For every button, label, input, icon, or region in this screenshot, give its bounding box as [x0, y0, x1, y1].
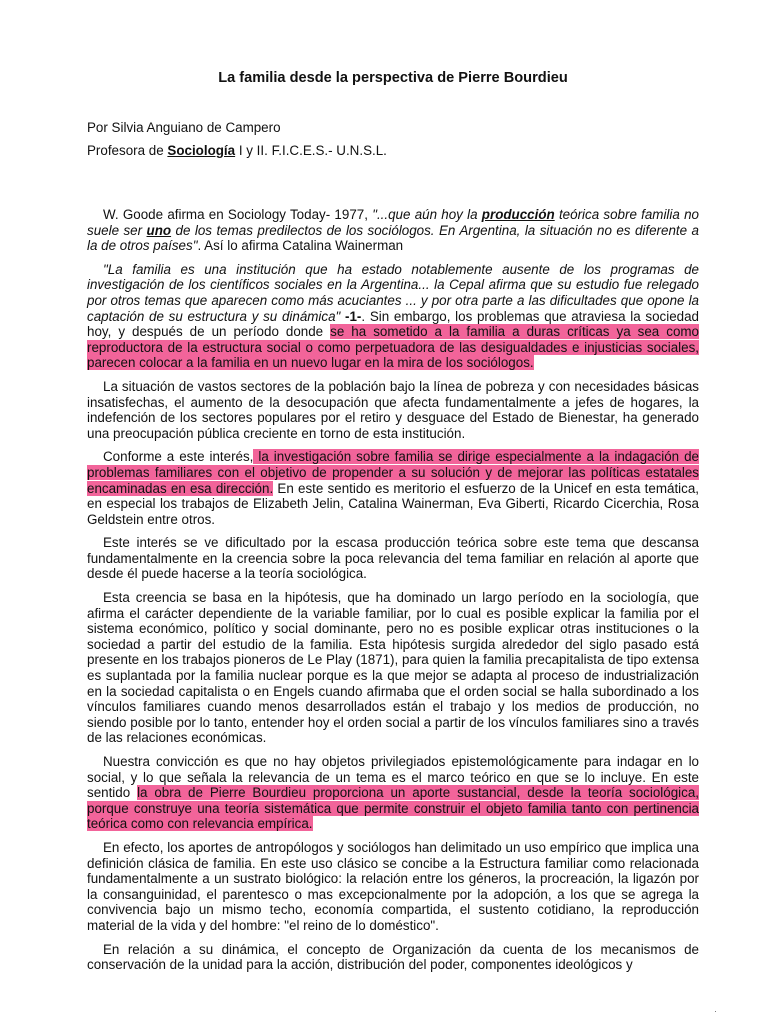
- highlight-2: la investigación sobre familia se dirige especialmente a la indagación de problemas familiares con el objetivo de propender a su solución y de mejorar las políticas estatales encaminadas en esa dirección.: [87, 449, 699, 496]
- author-line: Por Silvia Anguiano de Campero: [87, 120, 281, 135]
- paragraph-5: Este interés se ve dificultado por la escasa producción teórica sobre este tema que descansa fundamentalmente en la creencia sobre la poca relevancia del tema familiar en relación al aporte que desde él puede hacerse a la teoría sociológica.: [87, 535, 699, 582]
- paragraph-1: W. Goode afirma en Sociology Today- 1977, "...que aún hoy la producción teórica sobre familia no suele ser uno de los temas predilectos de los sociólogos. En Argentina, la situación no es diferente a la de otros países". Así lo afirma Catalina Wainerman: [87, 207, 699, 254]
- paragraph-8: En efecto, los aportes de antropólogos y sociólogos han delimitado un uso empírico que implica una definición clásica de familia. En este uso clásico se concibe a la Estructura familiar como relacionada fundamentalmente a un sustrato biológico: la relación entre los géneros, la procreación, la ligazón por la consanguinidad, el parentesco o mas excepcionalmente por la adopción, a los que se agrega la convivencia bajo un mismo techo, economía compartida, el sustento cotidiano, la reproducción material de la vida y del hombre: "el reino de lo doméstico".: [87, 839, 699, 933]
- paragraph-4: Conforme a este interés, la investigación sobre familia se dirige especialmente a la indagación de problemas familiares con el objetivo de propender a su solución y de mejorar las políticas estatales encaminadas en esa dirección. En este sentido es meritorio el esfuerzo de la Unicef en esta temática, en especial los trabajos de Elizabeth Jelin, Catalina Wainerman, Eva Giberti, Ricardo Cicerchia, Rosa Geldstein entre otros.: [87, 449, 699, 527]
- paragraph-3: La situación de vastos sectores de la población bajo la línea de pobreza y con necesidades básicas insatisfechas, el aumento de la desocupación que afecta fundamentalmente a jefes de hogares, la indefención de los sectores populares por el retiro y desguace del Estado de Bienestar, ha generado una preocupación pública creciente en torno de esta institución.: [87, 378, 699, 441]
- footnote-ref: -1-: [340, 308, 362, 324]
- paragraph-2: "La familia es una institución que ha estado notablemente ausente de los programas de investigación de los científicos sociales en la Argentina... la Cepal afirma que su estudio fue relegado por otros temas que aparecen como más acuciantes ... y por otra parte a las dificultades que opone la captación de su estructura y su dinámica" -1-. Sin embargo, los problemas que atraviesa la sociedad hoy, y después de un período donde se ha sometido a la familia a duras críticas ya sea como reproductora de la estructura social o como perpetuadora de las desigualdades e injusticias sociales, parecen colocar a la familia en un nuevo lugar en la mira de los sociólogos.: [87, 261, 700, 371]
- document-body: [87, 207, 699, 981]
- paragraph-7: Nuestra convicción es que no hay objetos privilegiados epistemológicamente para indagar en lo social, y lo que señala la relevancia de un tema es el marco teórico en que se lo incluye. En este sentido la obra de Pierre Bourdieu proporciona un aporte sustancial, desde la teoría sociológica, porque construye una teoría sistemática que permite construir el objeto familia tanto con pertinencia teórica como con relevancia empírica.: [87, 754, 699, 832]
- highlight-1: se ha sometido a la familia a duras críticas ya sea como reproductora de la estructura social o como perpetuadora de las desigualdades e injusticias sociales, parecen colocar a la familia en un nuevo lugar en la mira de los sociólogos.: [87, 324, 699, 371]
- affiliation-suffix: I y II. F.I.C.E.S.- U.N.S.L.: [235, 143, 387, 158]
- affiliation-line: [87, 143, 387, 159]
- document-title: La familia desde la perspectiva de Pierre Bourdieu: [218, 70, 568, 86]
- paragraph-6: Esta creencia se basa en la hipótesis, que ha dominado un largo período en la sociología, que afirma el carácter dependiente de la variable familiar, por lo cual es posible explicar la familia por el sistema económico, político y social dominante, pero no es posible explicar otras instituciones o la sociedad a partir del estudio de la familia. Esta hipótesis surgida alrededor del siglo pasado está presente en los trabajos pioneros de Le Play (1871), para quien la familia precapitalista de tipo extensa es suplantada por la familia nuclear porque es la que mejor se adapta al proceso de industrialización en la sociedad capitalista o en Engels cuando afirmaba que el orden social se halla subordinado a los vínculos familiares cuando menos desarrollados están el trabajo y los medios de producción, no siendo posible por lo tanto, entender hoy el orden social a partir de los vínculos familiares sino a través de las relaciones económicas.: [87, 590, 699, 746]
- affiliation-prefix: Profesora de: [87, 143, 168, 158]
- page-mark: ·: [714, 1006, 717, 1016]
- highlight-3: la obra de Pierre Bourdieu proporciona un aporte sustancial, desde la teoría sociológica, porque construye una teoría sistemática que permite construir el objeto familia tanto con pertinencia teórica como con relevancia empírica.: [87, 785, 699, 832]
- uno-link[interactable]: uno: [146, 222, 172, 238]
- produccion-link[interactable]: producción: [481, 207, 555, 222]
- paragraph-9: En relación a su dinámica, el concepto de Organización da cuenta de los mecanismos de conservación de la unidad para la acción, distribución del poder, componentes ideológicos y: [87, 941, 699, 973]
- sociologia-link[interactable]: Sociología: [167, 143, 236, 158]
